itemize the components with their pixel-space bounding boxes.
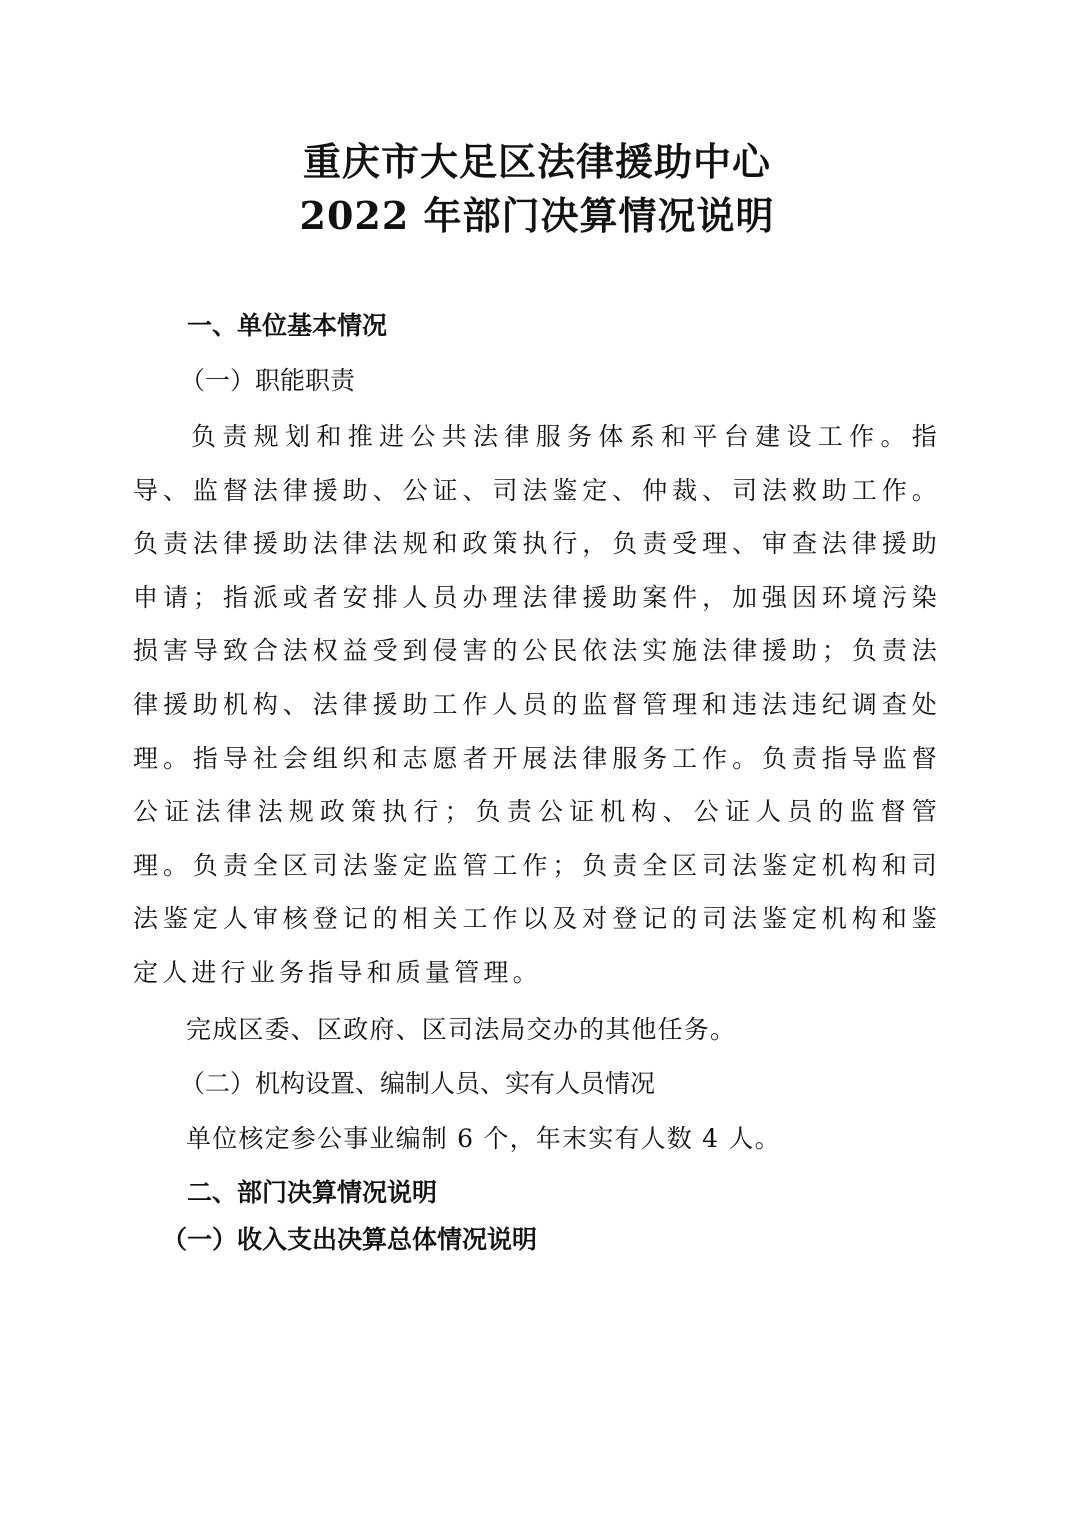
- section1-heading: 一、单位基本情况: [187, 311, 388, 340]
- staffing-paragraph: 单位核定参公事业编制 6 个，年末实有人数 4 人。: [186, 1124, 781, 1153]
- document-title-line1: 重庆市大足区法律援助中心: [302, 139, 771, 184]
- section1-sub1-heading: （一）职能职责: [180, 366, 356, 395]
- other-tasks-paragraph: 完成区委、区政府、区司法局交办的其他任务。: [186, 1015, 737, 1044]
- section1-sub2-heading: （二）机构设置、编制人员、实有人员情况: [180, 1069, 656, 1098]
- duties-paragraph: 负责规划和推进公共法律服务体系和平台建设工作。指导、监督法律援助、公证、司法鉴定、仲裁、司法救助工作。负责法律援助法律法规和政策执行，负责受理、审查法律援助申请；指派或者安排人员办理法律援助案件，加强因环境污染损害导致合法权益受到侵害的公民依法实施法律援助；负责法律援助机构、法律援助工作人员的监督管理和违法违纪调查处理。指导社会组织和志愿者开展法律服务工作。负责指导监督公证法律法规政策执行；负责公证机构、公证人员的监督管理。负责全区司法鉴定监管工作；负责全区司法鉴定机构和司法鉴定人审核登记的相关工作以及对登记的司法鉴定机构和鉴定人进行业务指导和质量管理。: [133, 422, 941, 987]
- section2-sub1-heading: （一）收入支出决算总体情况说明: [162, 1225, 538, 1254]
- document-title-line2: 2022 年部门决算情况说明: [299, 193, 775, 238]
- section2-heading: 二、部门决算情况说明: [187, 1178, 438, 1207]
